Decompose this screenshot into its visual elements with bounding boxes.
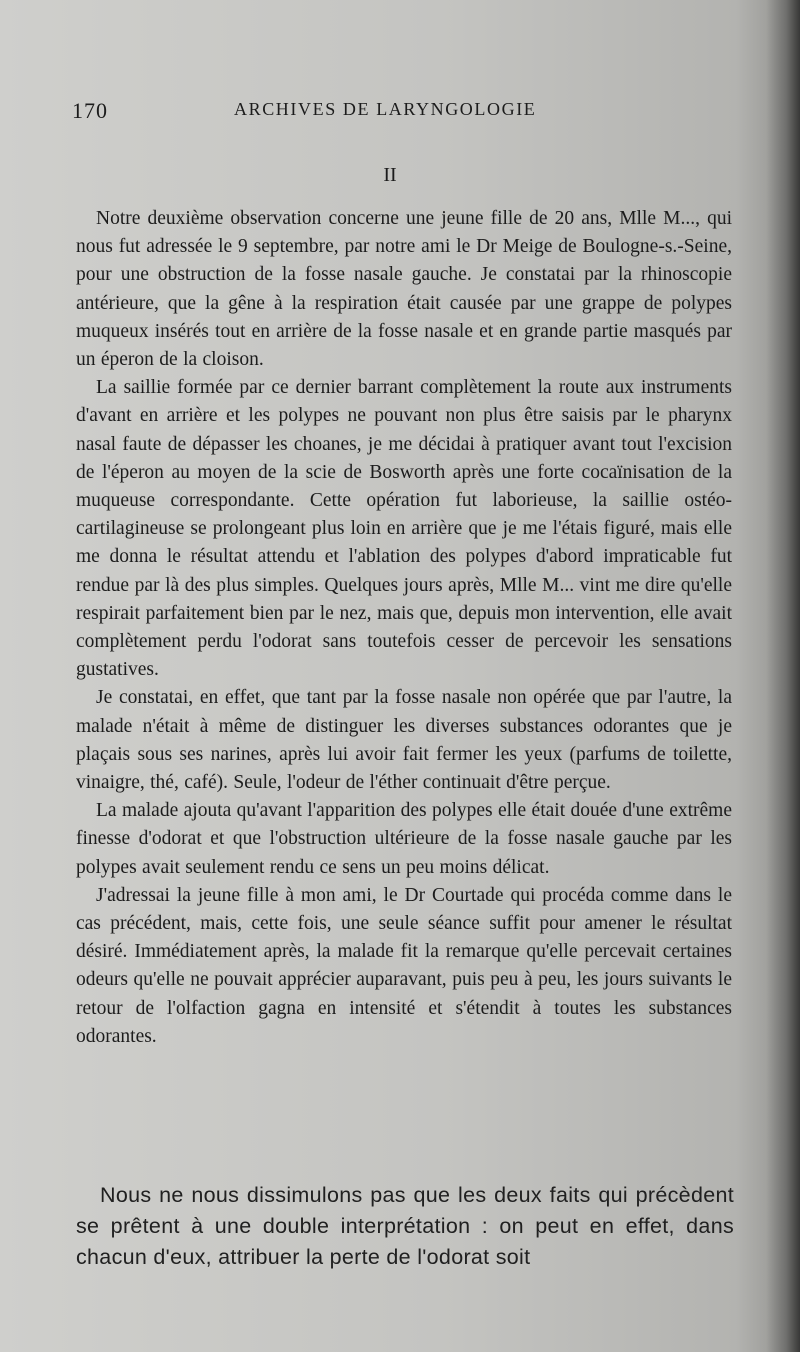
page-header (72, 98, 732, 128)
page-number: 170 (72, 98, 108, 123)
paragraph-1: Notre deuxième observation concerne une jeune fille de 20 ans, Mlle M..., qui nous fut adressée le 9 septembre, par notre ami le Dr Meige de Boulogne-s.-Seine, pour une obstruction de la fosse nasale gauche. Je constatai par la rhinoscopie antérieure, que la gêne à la respiration était causée par une grappe de polypes muqueux insérés tout en arrière de la fosse nasale et en grande partie masqués par un éperon de la cloison. (76, 208, 732, 371)
paragraph-2: La saillie formée par ce dernier barrant complètement la route aux instruments d'avant en arrière et les polypes ne pouvant non plus être saisis par le pharynx nasal faute de dépasser les choanes, je me décidai à pratiquer avant tout l'excision de l'éperon au moyen de la scie de Bosworth après une forte cocaïnisation de la muqueuse correspondante. Cette opération fut laborieuse, la saillie ostéo-cartilagineuse se prolongeant plus loin en arrière que je me l'étais figuré, mais elle me donna le résultat attendu et l'ablation des polypes d'abord impraticable fut rendue par là des plus simples. Quelques jours après, Mlle M... vint me dire qu'elle respirait parfaitement bien par le nez, mais que, depuis mon intervention, elle avait complètement perdu l'odorat sans toutefois cesser de percevoir les sensations gustatives. (76, 377, 732, 681)
paragraph-4: La malade ajouta qu'avant l'apparition des polypes elle était douée d'une extrême finesse d'odorat et que l'obstruction ultérieure de la fosse nasale gauche par les polypes avait seulement rendu ce sens un peu moins délicat. (76, 800, 733, 878)
closing-paragraph: Nous ne nous dissimulons pas que les deux faits qui précèdent se prêtent à une double interprétation : on peut en effet, dans chacun d'eux, attribuer la perte de l'odorat soit (76, 1183, 734, 1269)
closing-text (76, 1180, 734, 1273)
book-spine-shadow (766, 0, 800, 1352)
section-heading: II (383, 164, 397, 186)
running-head: ARCHIVES DE LARYNGOLOGIE (234, 99, 537, 119)
paragraph-3: Je constatai, en effet, que tant par la fosse nasale non opérée que par l'autre, la malade n'était à même de distinguer les diverses substances odorantes que je plaçais sous ses narines, après lui avoir fait fermer les yeux (parfums de toilette, vinaigre, thé, café). Seule, l'odeur de l'éther continuait d'être perçue. (76, 687, 732, 794)
paragraph-5: J'adressai la jeune fille à mon ami, le Dr Courtade qui procéda comme dans le cas précédent, mais, cette fois, une seule séance suffit pour amener le résultat désiré. Immédiatement après, la malade fit la remarque qu'elle percevait certaines odeurs qu'elle ne pouvait apprécier auparavant, puis peu à peu, les jours suivants le retour de l'olfaction gagna en intensité et s'étendit à toutes les substances odorantes. (76, 884, 732, 1047)
body-text (76, 205, 732, 1051)
